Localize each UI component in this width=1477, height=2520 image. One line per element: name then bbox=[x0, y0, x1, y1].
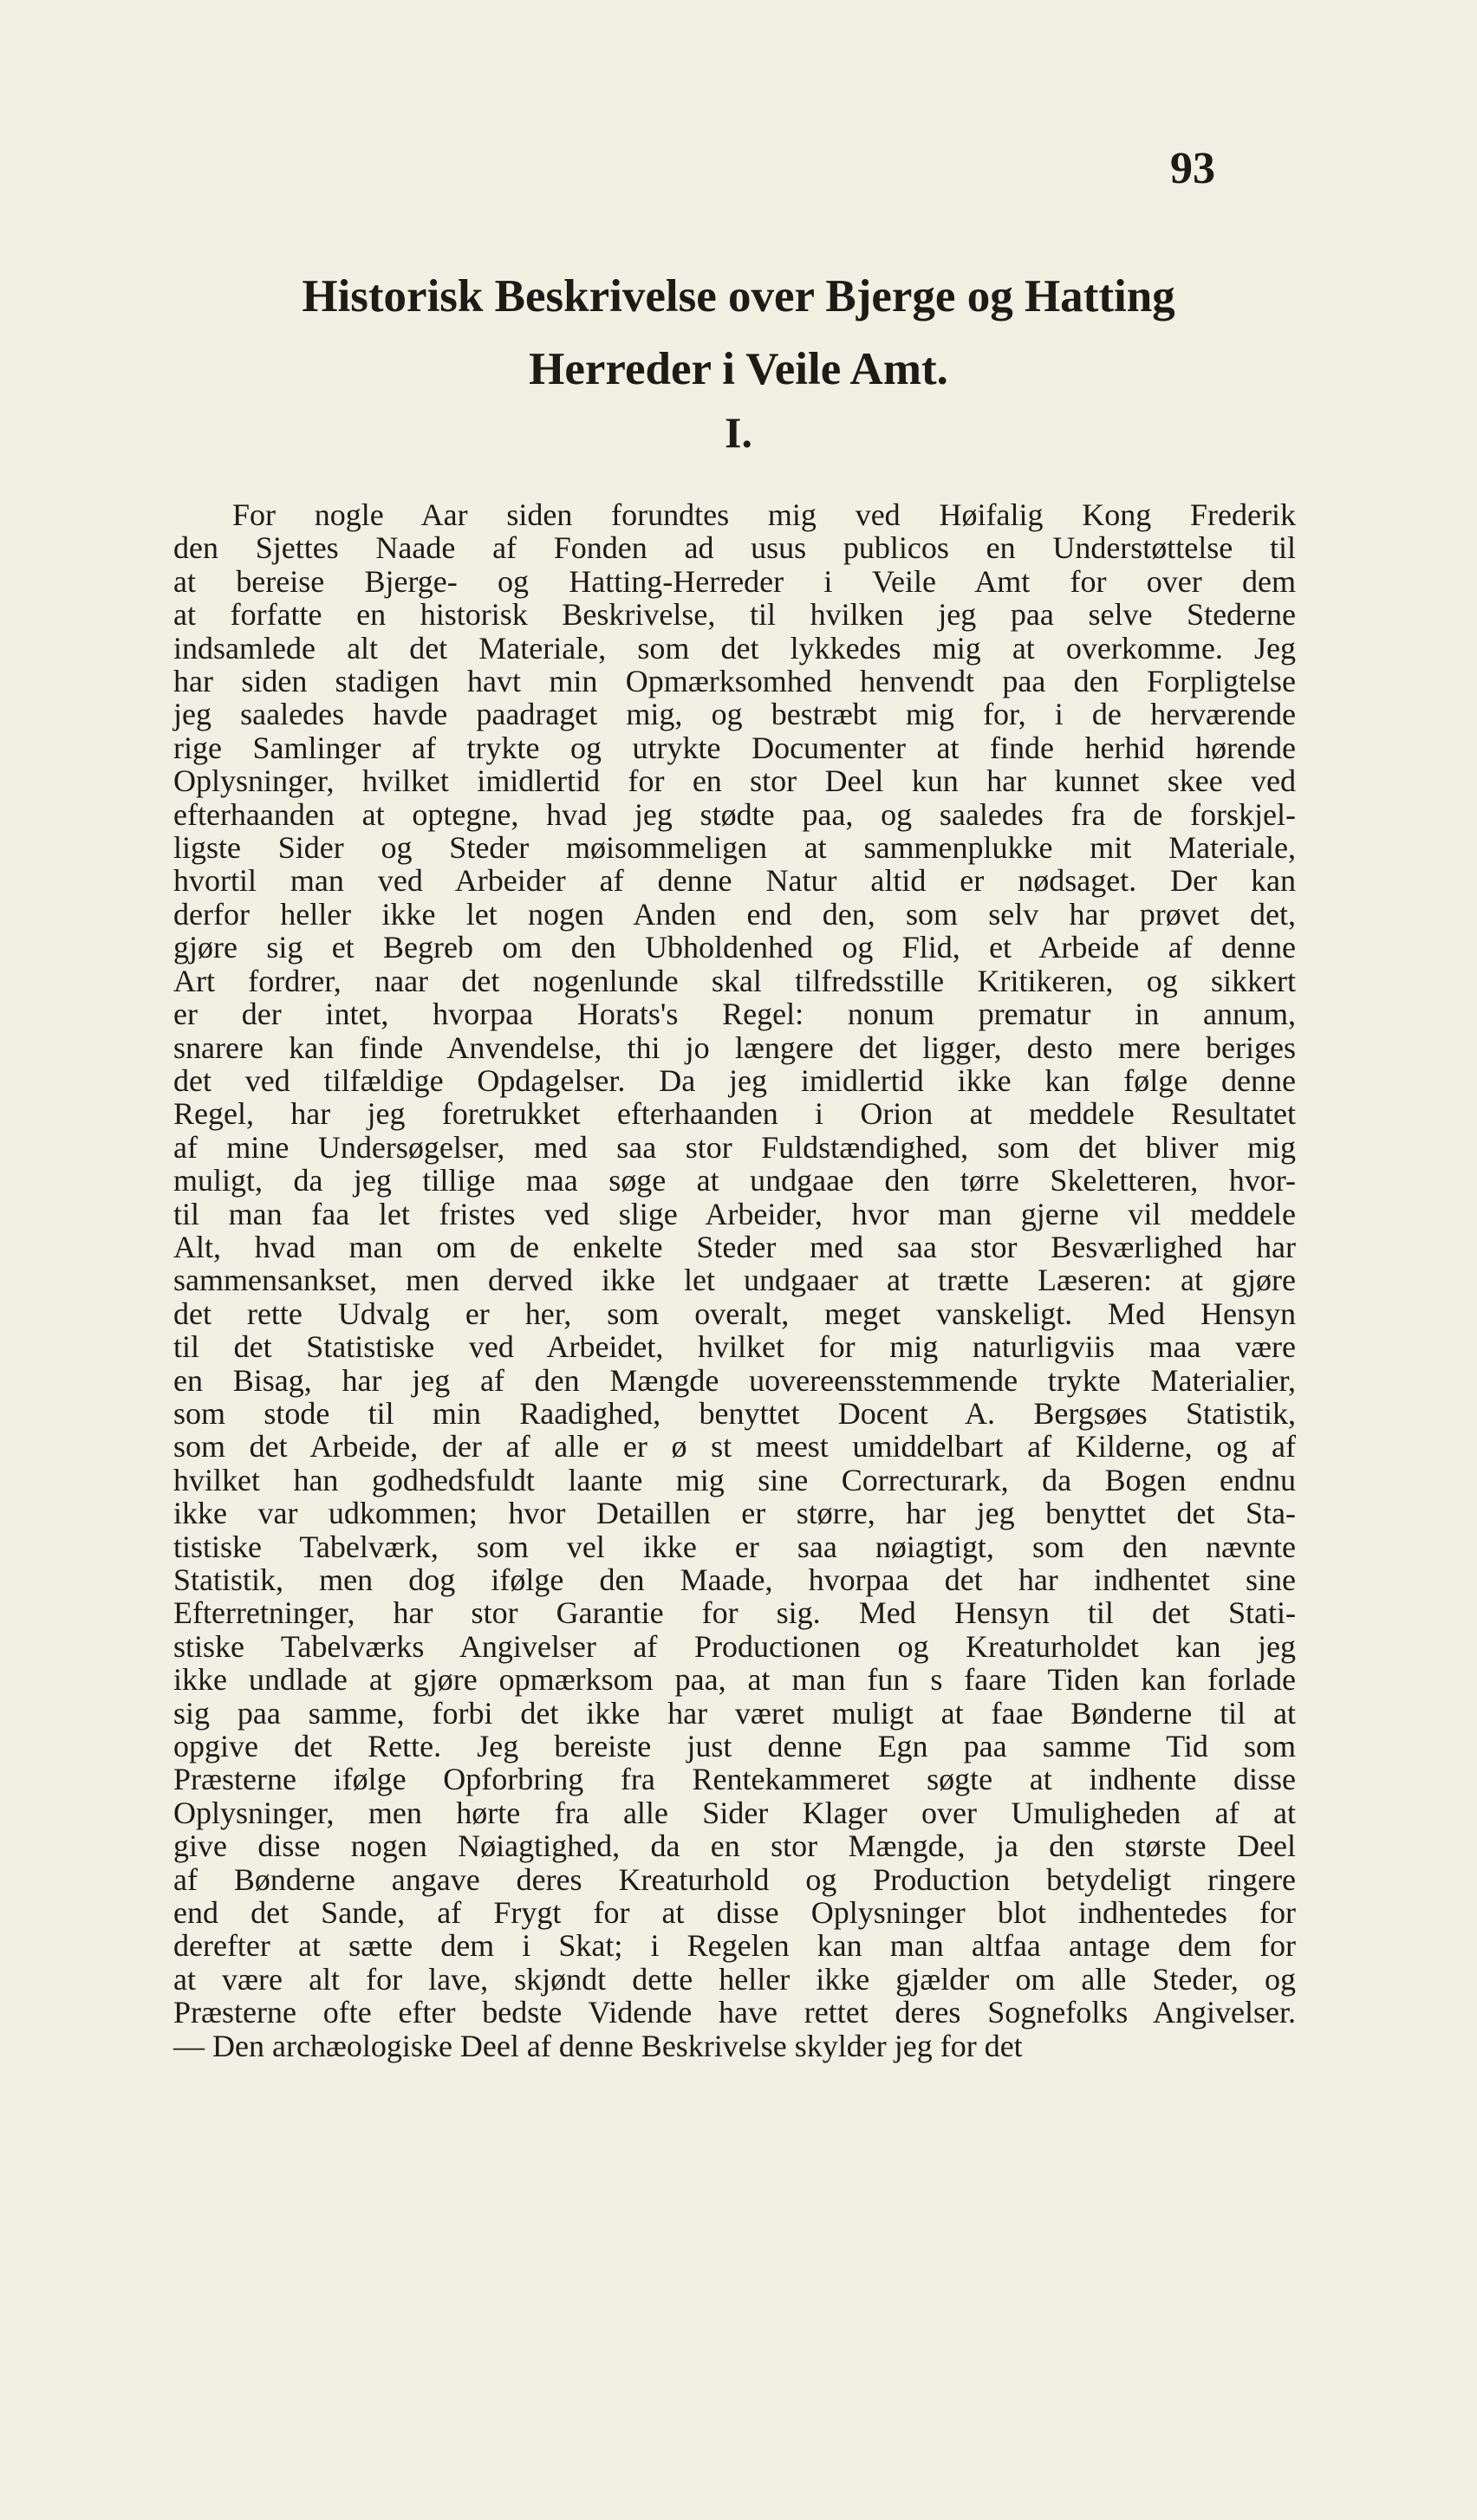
text-line: snarere kan finde Anvendelse, thi jo længere det ligger, desto mere beriges bbox=[173, 1029, 1296, 1065]
text-line: rige Samlinger af trykte og utrykte Documenter at finde herhid hørende bbox=[173, 730, 1296, 765]
text-line: er der intet, hvorpaa Horats's Regel: nonum prematur in annum, bbox=[173, 997, 1296, 1032]
title-line-2: Herreder i Veile Amt. bbox=[529, 344, 948, 394]
text-line: stiske Tabelværks Angivelser af Productionen og Kreaturholdet kan jeg bbox=[173, 1628, 1296, 1664]
text-line: til man faa let fristes ved slige Arbeider, hvor man gjerne vil meddele bbox=[173, 1196, 1296, 1231]
text-line: har siden stadigen havt min Opmærksomhed henvendt paa den Forpligtelse bbox=[173, 664, 1296, 699]
text-line: som det Arbeide, der af alle er ø st meest umiddelbart af Kilderne, og af bbox=[173, 1429, 1296, 1465]
text-line: efterhaanden at optegne, hvad jeg stødte paa, og saaledes fra de forskjel- bbox=[173, 796, 1296, 832]
text-line: sammensankset, men derved ikke let undgaaer at trætte Læseren: at gjøre bbox=[173, 1263, 1296, 1298]
text-line: det rette Udvalg er her, som overalt, meget vanskeligt. Med Hensyn bbox=[173, 1296, 1296, 1331]
text-line: muligt, da jeg tillige maa søge at undgaae den tørre Skeletteren, hvor- bbox=[173, 1163, 1296, 1198]
text-line: Oplysninger, men hørte fra alle Sider Klager over Umuligheden af at bbox=[173, 1795, 1296, 1830]
text-line: af Bønderne angave deres Kreaturhold og Production betydeligt ringere bbox=[173, 1861, 1296, 1897]
text-line: indsamlede alt det Materiale, som det lykkedes mig at overkomme. Jeg bbox=[173, 630, 1296, 666]
text-line: af mine Undersøgelser, med saa stor Fuldstændighed, som det bliver mig bbox=[173, 1129, 1296, 1165]
text-line: det ved tilfældige Opdagelser. Da jeg imidlertid ikke kan følge denne bbox=[173, 1062, 1296, 1098]
text-line: Efterretninger, har stor Garantie for sig. Med Hensyn til det Stati- bbox=[173, 1595, 1296, 1631]
page-title bbox=[139, 260, 1338, 406]
text-line: sig paa samme, forbi det ikke har været muligt at faae Bønderne til at bbox=[173, 1695, 1296, 1731]
text-line: at bereise Bjerge- og Hatting-Herreder i Veile Amt for over dem bbox=[173, 563, 1296, 599]
text-line: at forfatte en historisk Beskrivelse, til hvilken jeg paa selve Stederne bbox=[173, 597, 1296, 633]
text-line: Alt, hvad man om de enkelte Steder med saa stor Besværlighed har bbox=[173, 1229, 1296, 1264]
text-line: end det Sande, af Frygt for at disse Oplysninger blot indhentedes for bbox=[173, 1895, 1296, 1931]
text-line: gjøre sig et Begreb om den Ubholdenhed og Flid, et Arbeide af denne bbox=[173, 930, 1296, 965]
text-line: give disse nogen Nøiagtighed, da en stor Mængde, ja den største Deel bbox=[173, 1828, 1296, 1864]
text-line: derefter at sætte dem i Skat; i Regelen kan man altfaa antage dem for bbox=[173, 1928, 1296, 1964]
text-line: Præsterne ifølge Opforbring fra Rentekammeret søgte at indhente disse bbox=[173, 1762, 1296, 1797]
text-line: til det Statistiske ved Arbeidet, hvilket for mig naturligviis maa være bbox=[173, 1329, 1296, 1365]
body-text bbox=[173, 498, 1296, 2062]
text-line: at være alt for lave, skjøndt dette heller ikke gjælder om alle Steder, og bbox=[173, 1961, 1296, 1997]
text-line: den Sjettes Naade af Fonden ad usus publicos en Understøttelse til bbox=[173, 530, 1296, 566]
text-line: en Bisag, har jeg af den Mængde uovereensstemmende trykte Materialier, bbox=[173, 1362, 1296, 1398]
section-number: I. bbox=[725, 408, 752, 457]
text-line: Regel, har jeg foretrukket efterhaanden i Orion at meddele Resultatet bbox=[173, 1096, 1296, 1132]
text-line: ligste Sider og Steder møisommeligen at sammenplukke mit Materiale, bbox=[173, 830, 1296, 866]
page-number: 93 bbox=[1170, 144, 1215, 193]
text-line: hvilket han godhedsfuldt laante mig sine Correcturark, da Bogen endnu bbox=[173, 1462, 1296, 1497]
text-line: Statistik, men dog ifølge den Maade, hvorpaa det har indhentet sine bbox=[173, 1562, 1296, 1597]
title-line-1: Historisk Beskrivelse over Bjerge og Hatting bbox=[302, 271, 1175, 321]
text-line: derfor heller ikke let nogen Anden end den, som selv har prøvet det, bbox=[173, 896, 1296, 932]
text-line: hvortil man ved Arbeider af denne Natur altid er nødsaget. Der kan bbox=[173, 863, 1296, 899]
text-line: — Den archæologiske Deel af denne Beskrivelse skylder jeg for det bbox=[173, 2028, 1023, 2063]
text-line: Præsterne ofte efter bedste Vidende have rettet deres Sognefolks Angivelser. bbox=[173, 1995, 1296, 2030]
text-line: ikke var udkommen; hvor Detaillen er større, har jeg benyttet det Sta- bbox=[173, 1496, 1296, 1531]
text-line: jeg saaledes havde paadraget mig, og bestræbt mig for, i de herværende bbox=[173, 697, 1296, 732]
text-line: tistiske Tabelværk, som vel ikke er saa nøiagtigt, som den nævnte bbox=[173, 1529, 1296, 1564]
text-line: som stode til min Raadighed, benyttet Docent A. Bergsøes Statistik, bbox=[173, 1395, 1296, 1431]
text-line: For nogle Aar siden forundtes mig ved Høifalig Kong Frederik bbox=[232, 497, 1296, 532]
text-line: opgive det Rette. Jeg bereiste just denne Egn paa samme Tid som bbox=[173, 1729, 1296, 1764]
text-line: ikke undlade at gjøre opmærksom paa, at man fun s faare Tiden kan forlade bbox=[173, 1662, 1296, 1698]
text-line: Art fordrer, naar det nogenlunde skal tilfredsstille Kritikeren, og sikkert bbox=[173, 963, 1296, 998]
text-line: Oplysninger, hvilket imidlertid for en stor Deel kun har kunnet skee ved bbox=[173, 763, 1296, 799]
